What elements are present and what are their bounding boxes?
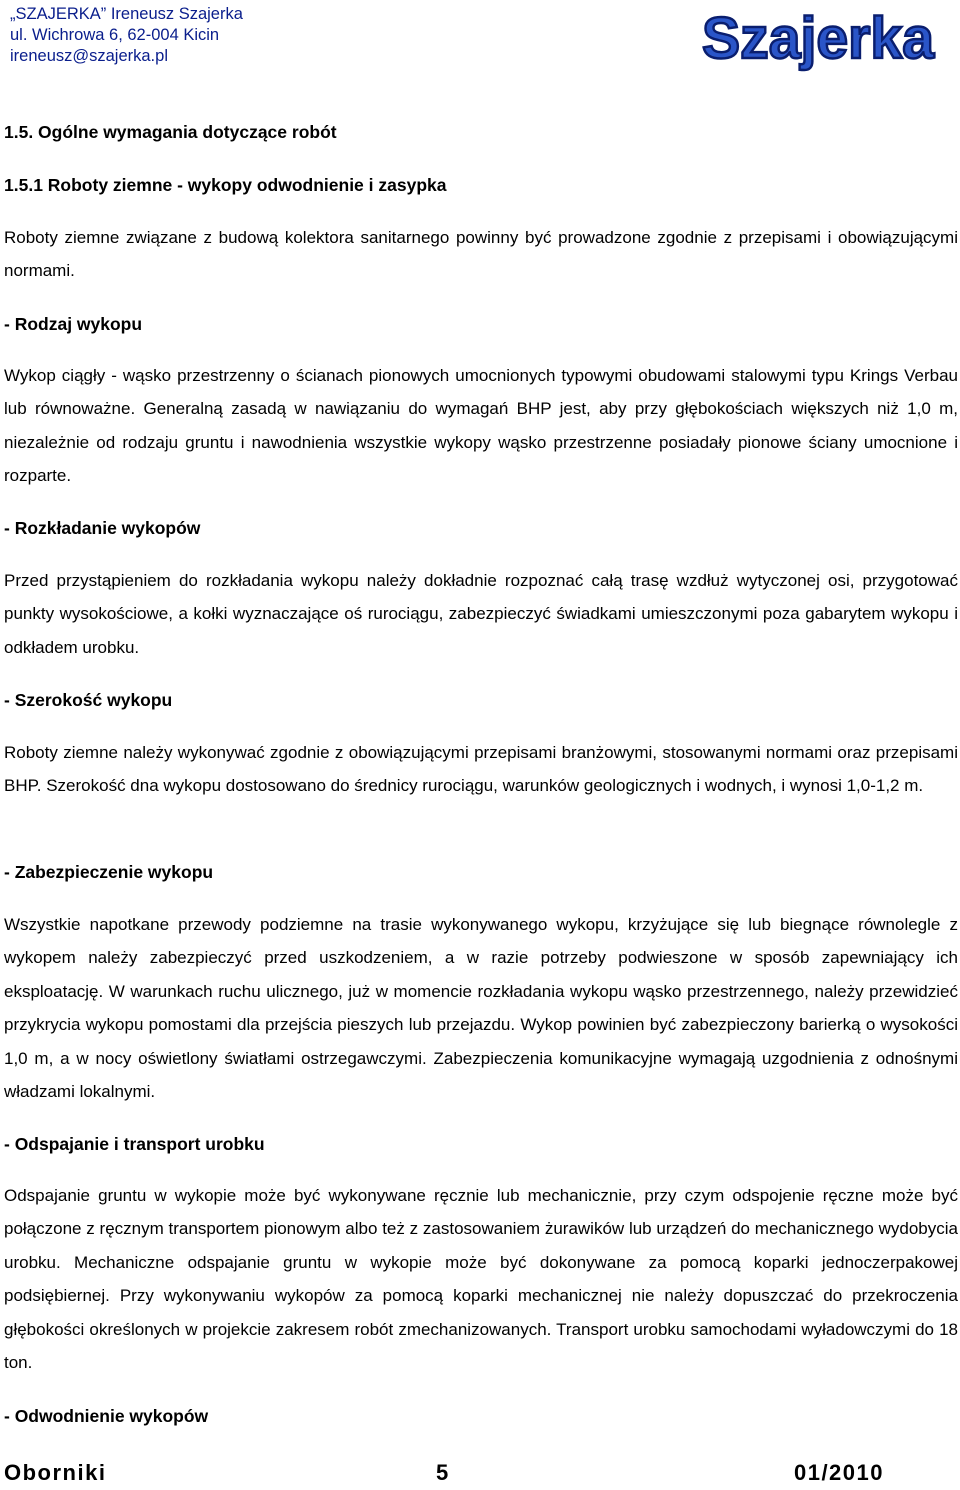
footer-page-number: 5 <box>436 1460 450 1485</box>
footer-location: Oborniki <box>4 1460 107 1485</box>
section-heading-spoil-transport: - Odspajanie i transport urobku <box>4 1134 265 1154</box>
section-heading-excavation-type: - Rodzaj wykopu <box>4 314 143 334</box>
intro-paragraph: Roboty ziemne związane z budową kolektora sanitarnego powinny być prowadzone zgodnie z przepisami i obowiązującymi normami. <box>4 228 958 281</box>
company-address: ul. Wichrowa 6, 62-004 Kicin <box>10 26 220 44</box>
section-text-spoil-transport: Odspajanie gruntu w wykopie może być wykonywane ręcznie lub mechanicznie, przy czym odspojenie ręczne może być połączone z ręcznym transportem pionowym albo też z zastosowaniem żurawików lub urządzeń do mechanicznego wydobycia urobku. Mechaniczne odspajanie gruntu w wykopie może być dokonywane za pomocą koparki jednoczerpakowej podsiębiernej. Przy wykonywaniu wykopów za pomocą koparki mechanicznej nie należy dopuszczać do przekroczenia głębokości określonych w projekcie zakresem robót zmechanizowanych. Transport urobku samochodami wyładowczymi do 18 ton. <box>4 1186 958 1373</box>
heading-sub: 1.5.1 Roboty ziemne - wykopy odwodnienie i zasypka <box>4 175 447 195</box>
heading-main: 1.5. Ogólne wymagania dotyczące robót <box>4 122 337 142</box>
company-name: „SZAJERKA” Ireneusz Szajerka <box>10 5 243 23</box>
section-text-excavation-type: Wykop ciągły - wąsko przestrzenny o ścianach pionowych umocnionych typowymi obudowami stalowymi typu Krings Verbau lub równoważne. Generalną zasadą w nawiązaniu do wymagań BHP jest, aby przy głębokościach większych niż 1,0 m, niezależnie od rodzaju gruntu i nawodnienia wszystkie wykopy wąsko przestrzenne posiadały pionowe ściany umocnione i rozparte. <box>4 366 958 486</box>
section-heading-dewatering: - Odwodnienie wykopów <box>4 1406 209 1426</box>
page-header <box>10 4 950 76</box>
section-heading-excavation-width: - Szerokość wykopu <box>4 690 173 710</box>
page-footer <box>4 1460 884 1490</box>
szajerka-logo <box>698 2 938 76</box>
section-text-excavation-layout: Przed przystąpieniem do rozkładania wykopu należy dokładnie rozpoznać całą trasę wzdłuż wytyczonej osi, przygotować punkty wysokościowe, a kołki wyznaczające oś rurociągu, zabezpieczyć świadkami umieszczonymi poza gabarytem wykopu i odkładem urobku. <box>4 571 958 657</box>
company-info <box>10 4 243 67</box>
section-text-excavation-width: Roboty ziemne należy wykonywać zgodnie z obowiązującymi przepisami branżowymi, stosowanymi normami oraz przepisami BHP. Szerokość dna wykopu dostosowano do średnicy rurociągu, warunków geologicznych i wodnych, i wynosi 1,0-1,2 m. <box>4 743 958 796</box>
section-heading-excavation-layout: - Rozkładanie wykopów <box>4 518 201 538</box>
company-email[interactable]: ireneusz@szajerka.pl <box>10 47 168 65</box>
footer-date: 01/2010 <box>793 1460 884 1485</box>
logo-text: Szajerka <box>702 6 935 71</box>
section-heading-excavation-protection: - Zabezpieczenie wykopu <box>4 862 214 882</box>
section-text-excavation-protection: Wszystkie napotkane przewody podziemne na trasie wykonywanego wykopu, krzyżujące się lub biegnące równolegle z wykopem należy zabezpieczyć przed uszkodzeniem, a w razie potrzeby podwieszone w sposób zapewniający ich eksploatację. W warunkach ruchu ulicznego, już w momencie rozkładania wykopu wąsko przestrzennego, należy przewidzieć przykrycia wykopu pomostami dla przejścia pieszych lub przejazdu. Wykop powinien być zabezpieczony barierką o wysokości 1,0 m, a w nocy oświetlony światłami ostrzegawczymi. Zabezpieczenia komunikacyjne wymagają uzgodnienia z odnośnymi władzami lokalnymi. <box>4 915 958 1102</box>
